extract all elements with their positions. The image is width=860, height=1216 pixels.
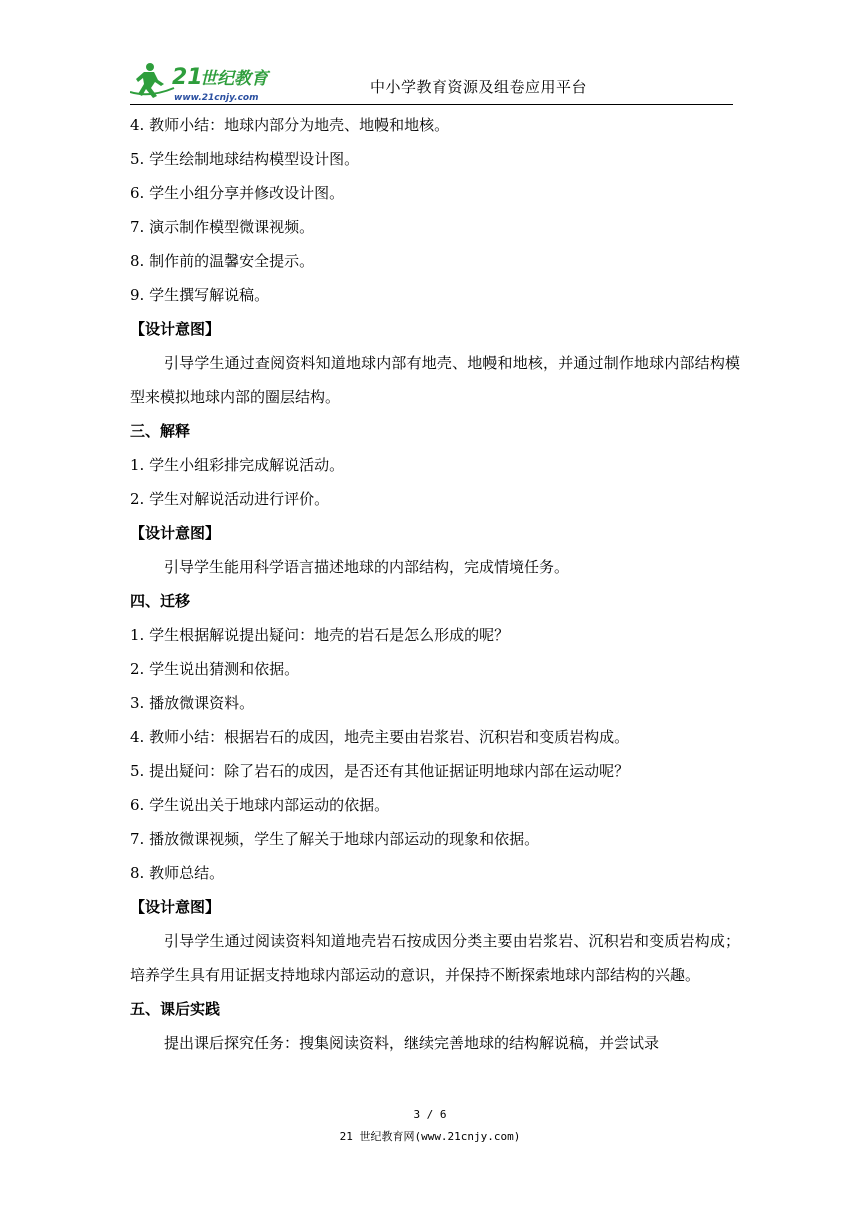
section-heading: 【设计意图】: [130, 524, 221, 542]
paragraph: 提出课后探究任务：搜集阅读资料，继续完善地球的结构解说稿，并尝试录: [164, 1034, 660, 1052]
section-heading: 三、解释: [130, 422, 191, 440]
list-item: 1. 学生小组彩排完成解说活动。: [130, 456, 345, 474]
list-item: 5. 学生绘制地球结构模型设计图。: [130, 150, 360, 168]
list-item: 6. 学生小组分享并修改设计图。: [130, 184, 345, 202]
footer-site: 21 世纪教育网(www.21cnjy.com): [339, 1130, 521, 1143]
document-body: [130, 108, 740, 1060]
list-item: 2. 学生对解说活动进行评价。: [130, 490, 330, 508]
svg-text:世纪教育: 世纪教育: [200, 69, 268, 89]
logo-21cnjy: [130, 58, 290, 104]
list-item: 4. 教师小结：地球内部分为地壳、地幔和地核。: [130, 116, 450, 134]
list-item: 5. 提出疑问：除了岩石的成因，是否还有其他证据证明地球内部在运动呢？: [130, 762, 630, 780]
section-heading: 【设计意图】: [130, 898, 221, 916]
section-heading: 【设计意图】: [130, 320, 221, 338]
header-divider: [130, 104, 733, 105]
list-item: 3. 播放微课资料。: [130, 694, 255, 712]
svg-text:21: 21: [172, 65, 203, 90]
section-heading: 五、课后实践: [130, 1000, 221, 1018]
paragraph: 引导学生能用科学语言描述地球的内部结构，完成情境任务。: [164, 558, 570, 576]
page-number: 3 / 6: [413, 1108, 447, 1121]
list-item: 8. 制作前的温馨安全提示。: [130, 252, 315, 270]
list-item: 9. 学生撰写解说稿。: [130, 286, 270, 304]
list-item: 4. 教师小结：根据岩石的成因，地壳主要由岩浆岩、沉积岩和变质岩构成。: [130, 728, 630, 746]
list-item: 1. 学生根据解说提出疑问：地壳的岩石是怎么形成的呢？: [130, 626, 510, 644]
list-item: 6. 学生说出关于地球内部运动的依据。: [130, 796, 390, 814]
list-item: 7. 播放微课视频，学生了解关于地球内部运动的现象和依据。: [130, 830, 540, 848]
section-heading: 四、迁移: [130, 592, 191, 610]
page-header: [130, 56, 730, 106]
list-item: 7. 演示制作模型微课视频。: [130, 218, 315, 236]
list-item: 2. 学生说出猜测和依据。: [130, 660, 300, 678]
list-item: 8. 教师总结。: [130, 864, 225, 882]
header-title: 中小学教育资源及组卷应用平台: [370, 78, 588, 96]
paragraph: 引导学生通过阅读资料知道地壳岩石按成因分类主要由岩浆岩、沉积岩和变质岩构成；培养学生具有用证据支持地球内部运动的意识，并保持不断探索地球内部结构的兴趣。: [130, 932, 740, 984]
paragraph: 引导学生通过查阅资料知道地球内部有地壳、地幔和地核，并通过制作地球内部结构模型来模拟地球内部的圈层结构。: [130, 354, 740, 406]
svg-text:www.21cnjy.com: www.21cnjy.com: [174, 93, 259, 103]
